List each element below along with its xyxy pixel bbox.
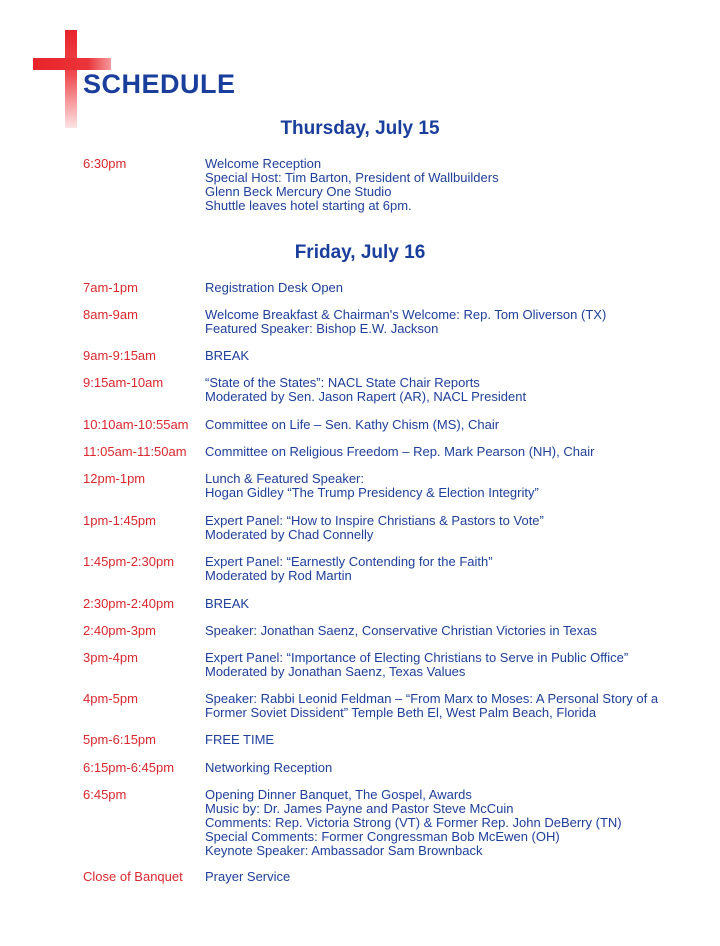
schedule-description bbox=[205, 308, 705, 336]
description-line: Committee on Religious Freedom – Rep. Mark Pearson (NH), Chair bbox=[205, 444, 595, 459]
schedule-time: 2:40pm-3pm bbox=[83, 623, 156, 638]
schedule-time: 5pm-6:15pm bbox=[83, 732, 156, 747]
schedule-time: 11:05am-11:50am bbox=[83, 444, 187, 459]
description-line: Special Comments: Former Congressman Bob McEwen (OH) bbox=[205, 829, 560, 844]
description-line: BREAK bbox=[205, 596, 250, 611]
description-line: Registration Desk Open bbox=[205, 280, 344, 295]
description-line: Featured Speaker: Bishop E.W. Jackson bbox=[205, 321, 439, 336]
schedule-description bbox=[205, 349, 705, 363]
schedule-description bbox=[205, 514, 705, 542]
schedule-time: 4pm-5pm bbox=[83, 691, 138, 706]
description-line: FREE TIME bbox=[205, 732, 275, 747]
day-heading: Thursday, July 15 bbox=[280, 118, 440, 139]
description-line: Moderated by Chad Connelly bbox=[205, 527, 374, 542]
schedule-time: 12pm-1pm bbox=[83, 471, 146, 486]
description-line: Music by: Dr. James Payne and Pastor Steve McCuin bbox=[205, 801, 514, 816]
description-line: Expert Panel: “Earnestly Contending for the Faith” bbox=[205, 554, 493, 569]
description-line: Welcome Breakfast & Chairman's Welcome: Rep. Tom Oliverson (TX) bbox=[205, 307, 607, 322]
schedule-description bbox=[205, 157, 705, 213]
schedule-description bbox=[205, 555, 705, 583]
description-line: “State of the States”: NACL State Chair Reports bbox=[205, 375, 480, 390]
description-line: Speaker: Rabbi Leonid Feldman – “From Marx to Moses: A Personal Story of a bbox=[205, 691, 659, 706]
schedule-time: 8am-9am bbox=[83, 307, 138, 322]
schedule-time: 7am-1pm bbox=[83, 280, 138, 295]
description-line: BREAK bbox=[205, 348, 250, 363]
description-line: Moderated by Sen. Jason Rapert (AR), NACL President bbox=[205, 389, 527, 404]
schedule-time: 6:30pm bbox=[83, 156, 127, 171]
description-line: Glenn Beck Mercury One Studio bbox=[205, 184, 392, 199]
schedule-time: 3pm-4pm bbox=[83, 650, 138, 665]
schedule-time: 6:45pm bbox=[83, 787, 127, 802]
description-line: Comments: Rep. Victoria Strong (VT) & Former Rep. John DeBerry (TN) bbox=[205, 815, 622, 830]
description-line: Lunch & Featured Speaker: bbox=[205, 471, 364, 486]
page-title: SCHEDULE bbox=[83, 69, 236, 99]
schedule-description bbox=[205, 281, 705, 295]
description-line: Shuttle leaves hotel starting at 6pm. bbox=[205, 198, 412, 213]
schedule-time: Close of Banquet bbox=[83, 869, 183, 884]
description-line: Hogan Gidley “The Trump Presidency & Election Integrity” bbox=[205, 485, 539, 500]
schedule-description bbox=[205, 624, 705, 638]
description-line: Networking Reception bbox=[205, 760, 333, 775]
cross-icon bbox=[65, 30, 77, 128]
schedule-description bbox=[205, 376, 705, 404]
schedule-description bbox=[205, 472, 705, 500]
description-line: Keynote Speaker: Ambassador Sam Brownback bbox=[205, 843, 483, 858]
schedule-time: 1pm-1:45pm bbox=[83, 513, 156, 528]
description-line: Former Soviet Dissident” Temple Beth El, West Palm Beach, Florida bbox=[205, 705, 597, 720]
description-line: Moderated by Rod Martin bbox=[205, 568, 352, 583]
description-line: Special Host: Tim Barton, President of Wallbuilders bbox=[205, 170, 499, 185]
description-line: Speaker: Jonathan Saenz, Conservative Christian Victories in Texas bbox=[205, 623, 597, 638]
schedule-time: 2:30pm-2:40pm bbox=[83, 596, 175, 611]
schedule-description bbox=[205, 445, 705, 459]
description-line: Opening Dinner Banquet, The Gospel, Awards bbox=[205, 787, 472, 802]
schedule-description bbox=[205, 788, 705, 858]
schedule-description bbox=[205, 597, 705, 611]
description-line: Committee on Life – Sen. Kathy Chism (MS), Chair bbox=[205, 417, 500, 432]
schedule-time: 6:15pm-6:45pm bbox=[83, 760, 175, 775]
description-line: Expert Panel: “How to Inspire Christians & Pastors to Vote” bbox=[205, 513, 544, 528]
description-line: Prayer Service bbox=[205, 869, 291, 884]
schedule-description bbox=[205, 733, 705, 747]
schedule-description bbox=[205, 761, 705, 775]
schedule-time: 1:45pm-2:30pm bbox=[83, 554, 175, 569]
description-line: Moderated by Jonathan Saenz, Texas Values bbox=[205, 664, 466, 679]
schedule-description bbox=[205, 692, 705, 720]
description-line: Expert Panel: “Importance of Electing Christians to Serve in Public Office” bbox=[205, 650, 629, 665]
day-heading: Friday, July 16 bbox=[294, 242, 426, 263]
schedule-time: 9am-9:15am bbox=[83, 348, 156, 363]
schedule-description bbox=[205, 418, 705, 432]
schedule-time: 9:15am-10am bbox=[83, 375, 164, 390]
schedule-time: 10:10am-10:55am bbox=[83, 417, 189, 432]
schedule-description bbox=[205, 870, 705, 884]
description-line: Welcome Reception bbox=[205, 156, 322, 171]
schedule-description bbox=[205, 651, 705, 679]
